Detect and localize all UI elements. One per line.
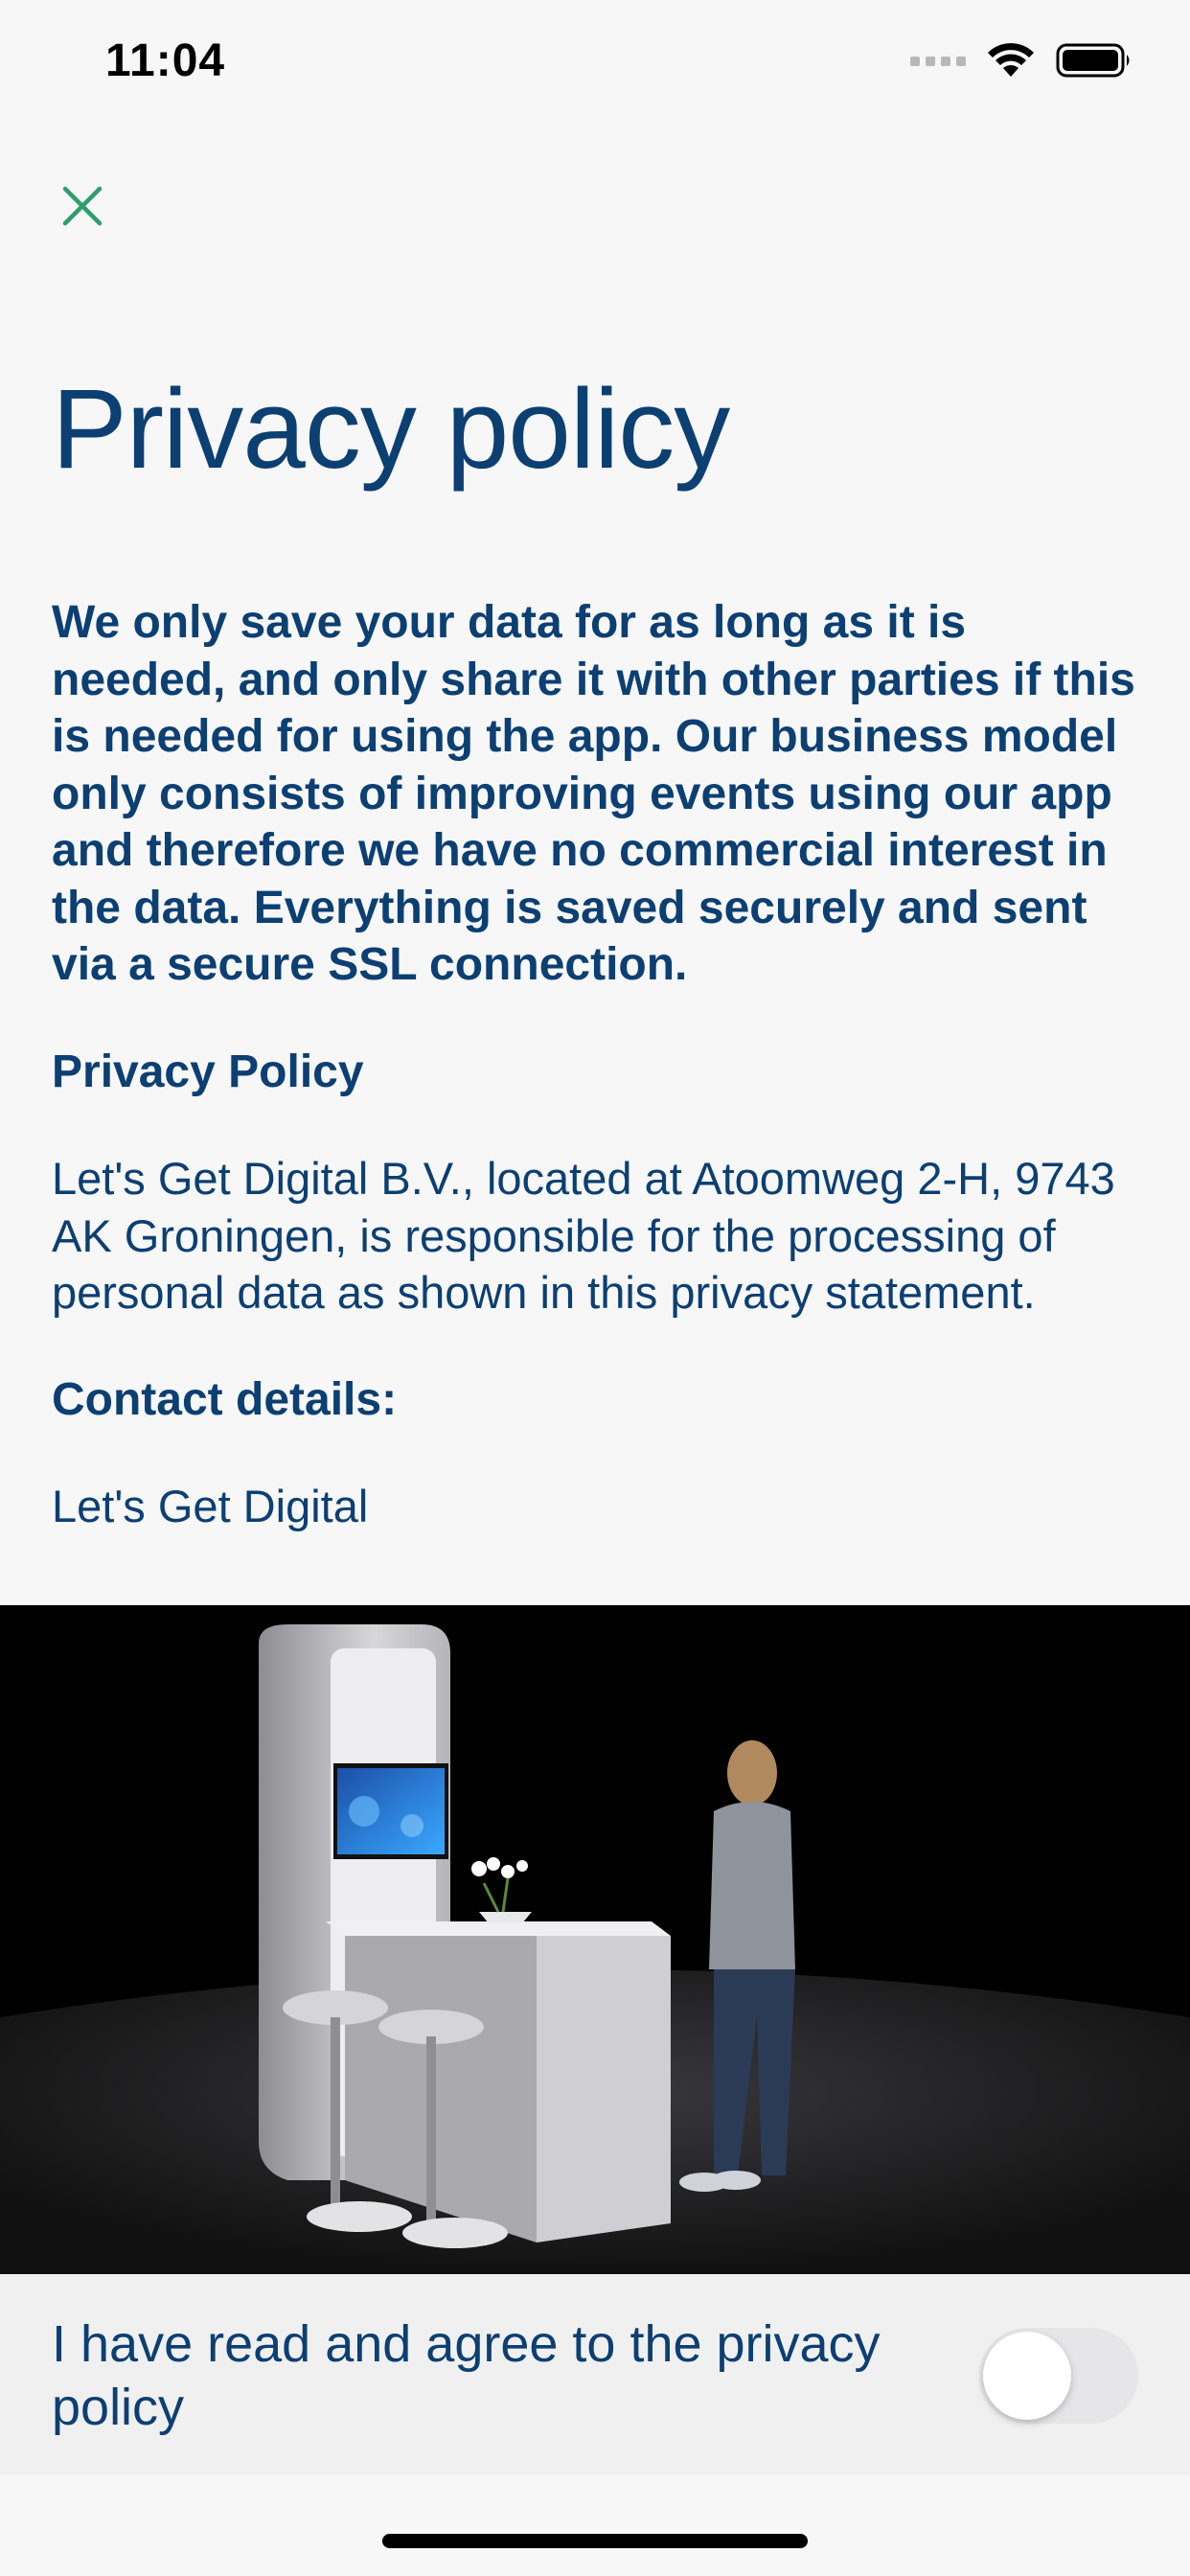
toggle-knob — [983, 2332, 1071, 2420]
battery-icon — [1056, 42, 1133, 79]
home-indicator[interactable] — [382, 2534, 808, 2548]
cellular-signal-icon — [910, 54, 966, 67]
close-button[interactable] — [54, 177, 111, 235]
policy-content[interactable] — [52, 594, 1144, 1605]
agreement-label: I have read and agree to the privacy policy — [52, 2315, 881, 2436]
policy-intro: We only save your data for as long as it is needed, and only share it with other parties if this is needed for using the app. Our business model only consists of improving events using our app and therefore we have no commercial interest in the data. Everything is saved securely and sent via a secure SSL connection. — [52, 597, 1135, 990]
booth-scene-image — [0, 1605, 1190, 2274]
status-bar — [0, 0, 1190, 134]
status-icons — [910, 42, 1133, 79]
close-x-icon — [62, 186, 103, 226]
privacy-policy-heading: Privacy Policy — [52, 1046, 364, 1097]
page-title: Privacy policy — [52, 366, 730, 493]
agreement-bar — [0, 2274, 1190, 2475]
booth-illustration — [0, 1605, 1190, 2274]
contact-details-heading: Contact details: — [52, 1373, 398, 1425]
agreement-toggle[interactable] — [979, 2328, 1138, 2424]
privacy-policy-body: Let's Get Digital B.V., located at Atoomweg 2-H, 9743 AK Groningen, is responsible for the processing of personal data as shown in this privacy statement. — [52, 1153, 1115, 1318]
wifi-icon — [987, 42, 1035, 79]
contact-company: Let's Get Digital — [52, 1481, 369, 1531]
status-time: 11:04 — [105, 35, 226, 86]
